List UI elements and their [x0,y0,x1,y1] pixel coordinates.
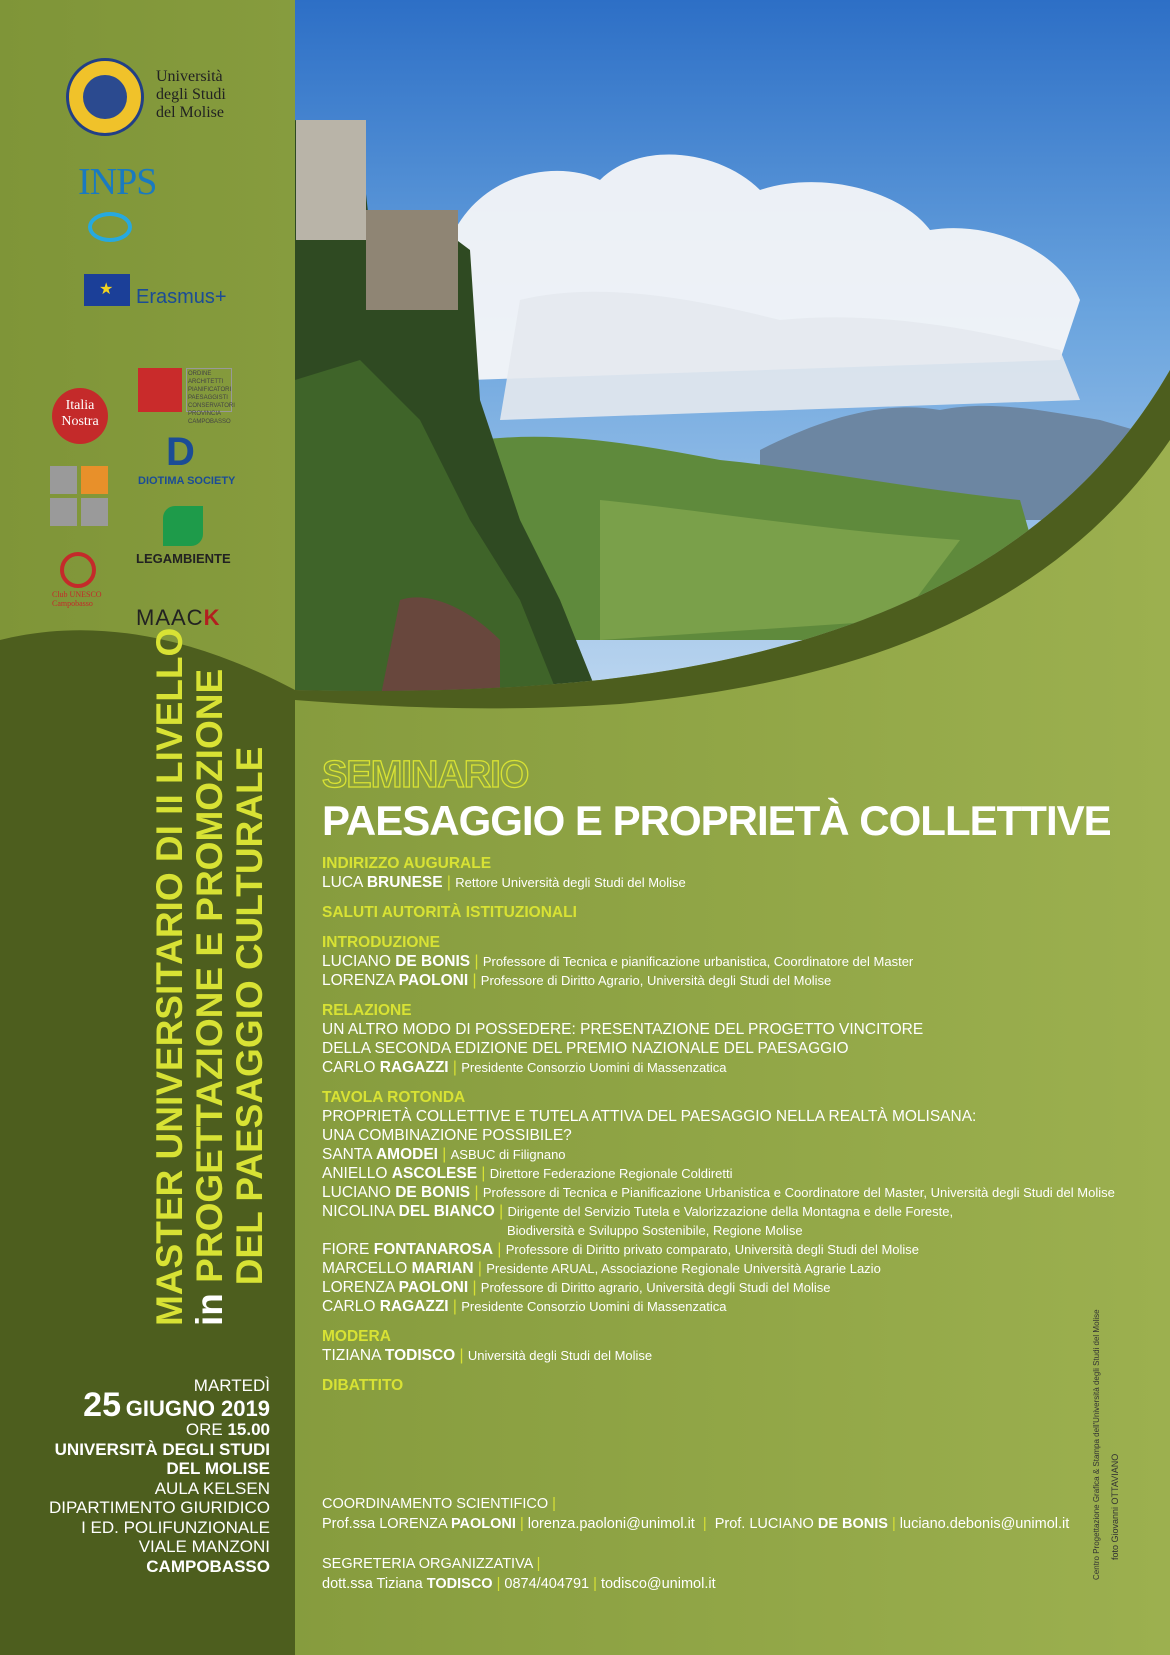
event-details [0,1376,270,1576]
coord-1-email[interactable]: lorenza.paoloni@unimol.it [527,1516,695,1532]
legambiente-logo: LEGAMBIENTE [136,551,231,566]
photo-credit: foto Giovanni OTTAVIANO [1110,1453,1120,1560]
panelist: ANIELLO ASCOLESE | Direttore Federazione Regionale Coldiretti [322,1165,733,1182]
program [322,754,1152,1395]
coord-2-email[interactable]: luciano.debonis@unimol.it [899,1516,1070,1532]
speaker-intro-1: LUCIANO DE BONIS | Professore di Tecnica e pianificazione urbanistica, Coordinatore del Master [322,953,914,970]
coord-line: Prof.ssa LORENZA PAOLONI | lorenza.paoloni@unimol.it | Prof. LUCIANO DE BONIS | luciano.debonis@unimol.it [322,1516,1070,1532]
panelist: CARLO RAGAZZI | Presidente Consorzio Uomini di Massenzatica [322,1298,727,1315]
grid-logo-icon [50,466,108,526]
section-modera: MODERA [322,1328,391,1345]
section-relazione: RELAZIONE [322,1002,412,1019]
moderator: TIZIANA TODISCO | Università degli Studi del Molise [322,1347,653,1364]
weekday: MARTEDÌ [193,1376,270,1395]
seg-label: SEGRETERIA ORGANIZZATIVA | [322,1556,541,1572]
coord-label: COORDINAMENTO SCIENTIFICO | [322,1496,556,1512]
venue-building: I ED. POLIFUNZIONALE [81,1517,270,1537]
venue-room: AULA KELSEN [154,1478,270,1498]
speaker-relazione: CARLO RAGAZZI | Presidente Consorzio Uomini di Massenzatica [322,1059,727,1076]
seminar-title: PAESAGGIO E PROPRIETÀ COLLETTIVE [322,797,1111,844]
seg-line: dott.ssa Tiziana TODISCO | 0874/404791 | todisco@unimol.it [322,1576,716,1592]
event-time: ORE 15.00 [185,1420,270,1439]
university-seal-icon [66,58,144,136]
seg-phone[interactable]: 0874/404791 [504,1576,590,1592]
panelist: LUCIANO DE BONIS | Professore di Tecnica e Pianificazione Urbanistica e Coordinatore del Master, Università degli Studi del Molise [322,1184,1115,1201]
panelist: LORENZA PAOLONI | Professore di Diritto agrario, Università degli Studi del Molise [322,1279,831,1296]
section-saluti: SALUTI AUTORITÀ ISTITUZIONALI [322,904,577,921]
master-line-3: DEL PAESAGGIO CULTURALE [229,746,270,1286]
print-credit: Centro Progettazione Grafica & Stampa dell'Università degli Studi del Molise [1092,1309,1101,1580]
master-title-vertical [149,627,280,1326]
architects-order-logo: ORDINE ARCHITETTI PIANIFICATORI PAESAGGISTI CONSERVATORI PROVINCIA CAMPOBASSO [186,368,232,412]
relazione-title-2: DELLA SECONDA EDIZIONE DEL PREMIO NAZIONALE DEL PAESAGGIO [322,1040,849,1057]
unesco-logo: Club UNESCO Campobasso [52,590,102,608]
italia-nostra-logo: Italia Nostra [52,388,108,444]
event-date: 25 GIUGNO 2019 [83,1385,270,1424]
panelist: FIORE FONTANAROSA | Professore di Diritto privato comparato, Università degli Studi del Molise [322,1241,920,1258]
sponsor-logos [0,0,295,650]
venue-street: VIALE MANZONI [138,1537,270,1556]
section-indirizzo: INDIRIZZO AUGURALE [322,855,492,872]
speaker-brunese: LUCA BRUNESE | Rettore Università degli Studi del Molise [322,874,686,891]
venue-dept: DIPARTIMENTO GIURIDICO [48,1498,270,1517]
master-line-1: MASTER UNIVERSITARIO DI II LIVELLO [149,627,190,1326]
panelist-role-cont: Biodiversità e Sviluppo Sostenibile, Regione Molise [507,1223,803,1238]
venue-city: CAMPOBASSO [146,1556,270,1576]
footer-contacts [322,1494,1142,1594]
section-tavola: TAVOLA ROTONDA [322,1089,466,1106]
master-line-2: in PROGETTAZIONE E PROMOZIONE [189,668,230,1326]
venue-line-1: UNIVERSITÀ DEGLI STUDI [54,1439,270,1459]
seminario-label: SEMINARIO [322,754,529,796]
diotima-d-icon: D [166,430,195,474]
panelist: MARCELLO MARIAN | Presidente ARUAL, Associazione Regionale Università Agrarie Lazio [322,1260,881,1277]
tavola-title-1: PROPRIETÀ COLLETTIVE E TUTELA ATTIVA DEL PAESAGGIO NELLA REALTÀ MOLISANA: [322,1108,977,1125]
section-dibattito: DIBATTITO [322,1377,404,1394]
panelist: SANTA AMODEI | ASBUC di Filignano [322,1146,566,1163]
unesco-icon [60,552,96,588]
diotima-logo: DIOTIMA SOCIETY [138,475,236,487]
inps-swirl-icon [88,212,132,242]
university-logo-text: Università degli Studi del Molise [156,68,226,121]
seg-email[interactable]: todisco@unimol.it [600,1576,716,1592]
erasmus-logo: Erasmus+ [136,286,227,308]
eu-flag-icon [84,274,130,306]
section-introduzione: INTRODUZIONE [322,934,440,951]
inps-logo: INPS [78,161,157,203]
tavola-title-2: UNA COMBINAZIONE POSSIBILE? [322,1127,572,1144]
architects-order-icon [138,368,182,412]
speaker-intro-2: LORENZA PAOLONI | Professore di Diritto Agrario, Università degli Studi del Molise [322,972,832,989]
venue-line-2: DEL MOLISE [166,1459,270,1478]
maack-logo: MAACK [136,605,221,630]
panelist: NICOLINA DEL BIANCO | Dirigente del Servizio Tutela e Valorizzazione della Montagna e delle Foreste, [322,1203,954,1220]
relazione-title-1: UN ALTRO MODO DI POSSEDERE: PRESENTAZIONE DEL PROGETTO VINCITORE [322,1021,924,1038]
legambiente-icon [163,506,203,546]
